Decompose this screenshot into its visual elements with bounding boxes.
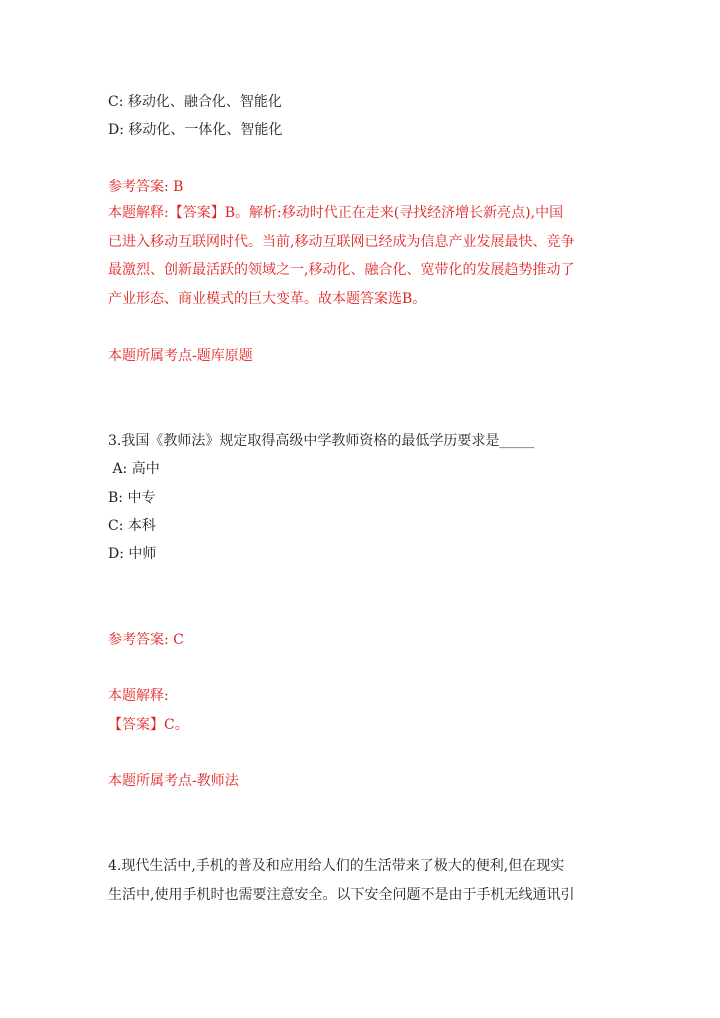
q4-question-line: 生活中,使用手机时也需要注意安全。以下安全问题不是由于手机无线通讯引 — [108, 886, 575, 903]
q2-option-d: D: 移动化、一体化、智能化 — [108, 122, 283, 138]
q2-explanation — [108, 199, 612, 313]
q2-explanation-line: 最激烈、创新最活跃的领域之一,移动化、融合化、宽带化的发展趋势推动了 — [108, 262, 575, 278]
q2-explanation-line: 本题解释:【答案】B。解析:移动时代正在走来(寻找经济增长新亮点),中国 — [108, 205, 564, 221]
q3-option-b: B: 中专 — [108, 490, 156, 506]
q4-question-line: 4.现代生活中,手机的普及和应用给人们的生活带来了极大的便利,但在现实 — [108, 858, 565, 874]
q2-reference-answer: 参考答案: B — [108, 179, 184, 195]
q3-explanation-label: 本题解释: — [108, 688, 169, 704]
q2-explanation-line: 产业形态、商业模式的巨大变革。故本题答案选B。 — [108, 290, 427, 307]
q3-reference-answer: 参考答案: C — [108, 632, 184, 648]
q3-explanation: 【答案】C。 — [108, 717, 189, 733]
q3-option-a: A: 高中 — [108, 461, 160, 477]
q2-option-c: C: 移动化、融合化、智能化 — [108, 94, 282, 110]
q3-option-c: C: 本科 — [108, 518, 156, 534]
q2-topic: 本题所属考点-题库原题 — [108, 348, 253, 364]
q4-question — [108, 852, 612, 909]
q3-topic: 本题所属考点-教师法 — [108, 773, 239, 789]
q3-question: 3.我国《教师法》规定取得高级中学教师资格的最低学历要求是_____ — [108, 433, 535, 449]
q2-explanation-line: 已进入移动互联网时代。当前,移动互联网已经成为信息产业发展最快、竞争 — [108, 233, 575, 250]
q3-option-d: D: 中师 — [108, 546, 157, 562]
